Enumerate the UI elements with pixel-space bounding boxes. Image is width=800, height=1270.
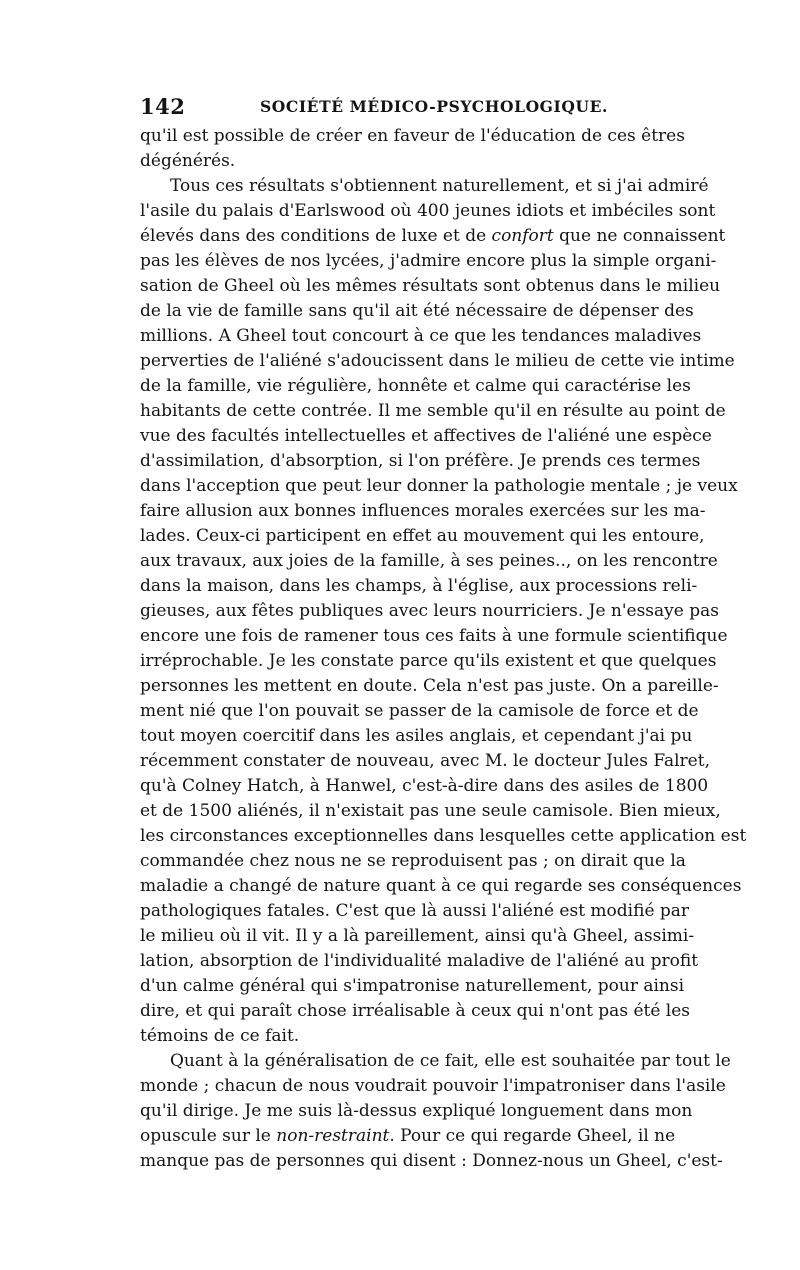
text-line: faire allusion aux bonnes influences morales exercées sur les ma-: [140, 501, 706, 521]
text-line: pas les élèves de nos lycées, j'admire encore plus la simple organi-: [140, 251, 717, 271]
text-line: vue des facultés intellectuelles et affectives de l'aliéné une espèce: [140, 426, 712, 446]
text-line: opuscule sur le non-restraint. Pour ce qui regarde Gheel, il ne: [140, 1126, 676, 1146]
text-line: commandée chez nous ne se reproduisent pas ; on dirait que la: [140, 851, 686, 871]
text-line: millions. A Gheel tout concourt à ce que les tendances maladives: [140, 326, 702, 346]
text-line: les circonstances exceptionnelles dans lesquelles cette application est: [140, 826, 747, 846]
text-line: l'asile du palais d'Earlswood où 400 jeunes idiots et imbéciles sont: [140, 201, 716, 221]
text-line: personnes les mettent en doute. Cela n'est pas juste. On a pareille-: [140, 676, 719, 696]
text-line: récemment constater de nouveau, avec M. le docteur Jules Falret,: [140, 751, 710, 771]
text-line: maladie a changé de nature quant à ce qui regarde ses conséquences: [140, 876, 742, 896]
text-line: dégénérés.: [140, 151, 236, 171]
text-line: dire, et qui paraît chose irréalisable à ceux qui n'ont pas été les: [140, 1001, 691, 1021]
text-line: irréprochable. Je les constate parce qu'ils existent et que quelques: [140, 651, 717, 671]
text-line: dans l'acception que peut leur donner la pathologie mentale ; je veux: [140, 476, 738, 496]
running-title: SOCIÉTÉ MÉDICO-PSYCHOLOGIQUE.: [260, 97, 608, 116]
text-line: qu'il est possible de créer en faveur de l'éducation de ces êtres: [140, 126, 685, 146]
text-line: habitants de cette contrée. Il me semble qu'il en résulte au point de: [140, 401, 726, 421]
text-line: manque pas de personnes qui disent : Donnez-nous un Gheel, c'est-: [140, 1151, 723, 1171]
text-line: qu'à Colney Hatch, à Hanwel, c'est-à-dire dans des asiles de 1800: [140, 776, 709, 796]
text-line: qu'il dirige. Je me suis là-dessus expliqué longuement dans mon: [140, 1101, 693, 1121]
text-line: pathologiques fatales. C'est que là aussi l'aliéné est modifié par: [140, 901, 690, 921]
text-line: encore une fois de ramener tous ces faits à une formule scientifique: [140, 626, 728, 646]
text-line: monde ; chacun de nous voudrait pouvoir l'impatroniser dans l'asile: [140, 1076, 726, 1096]
text-line: gieuses, aux fêtes publiques avec leurs nourriciers. Je n'essaye pas: [140, 601, 719, 621]
text-line: tout moyen coercitif dans les asiles anglais, et cependant j'ai pu: [140, 726, 693, 746]
text-line: de la vie de famille sans qu'il ait été nécessaire de dépenser des: [140, 301, 694, 321]
text-line: de la famille, vie régulière, honnête et calme qui caractérise les: [140, 376, 691, 396]
text-line: et de 1500 aliénés, il n'existait pas une seule camisole. Bien mieux,: [140, 801, 721, 821]
text-line: ment nié que l'on pouvait se passer de la camisole de force et de: [140, 701, 699, 721]
text-line: aux travaux, aux joies de la famille, à ses peines.., on les rencontre: [140, 551, 718, 571]
text-line: d'un calme général qui s'impatronise naturellement, pour ainsi: [140, 976, 685, 996]
text-line: perverties de l'aliéné s'adoucissent dans le milieu de cette vie intime: [140, 351, 735, 371]
text-line: lades. Ceux-ci participent en effet au mouvement qui les entoure,: [140, 526, 705, 546]
body-text: [140, 124, 747, 1174]
text-line: élevés dans des conditions de luxe et de confort que ne connaissent: [140, 226, 726, 246]
text-line: témoins de ce fait.: [140, 1026, 300, 1046]
running-head: [140, 94, 660, 124]
text-line: sation de Gheel où les mêmes résultats sont obtenus dans le milieu: [140, 276, 721, 296]
page-number: 142: [140, 94, 186, 119]
text-line: le milieu où il vit. Il y a là pareillement, ainsi qu'à Gheel, assimi-: [140, 926, 695, 946]
text-line: dans la maison, dans les champs, à l'église, aux processions reli-: [140, 576, 698, 596]
text-line: lation, absorption de l'individualité maladive de l'aliéné au profit: [140, 951, 699, 971]
text-line: Quant à la généralisation de ce fait, elle est souhaitée par tout le: [170, 1051, 731, 1071]
text-line: d'assimilation, d'absorption, si l'on préfère. Je prends ces termes: [140, 451, 701, 471]
text-line: Tous ces résultats s'obtiennent naturellement, et si j'ai admiré: [170, 176, 709, 196]
